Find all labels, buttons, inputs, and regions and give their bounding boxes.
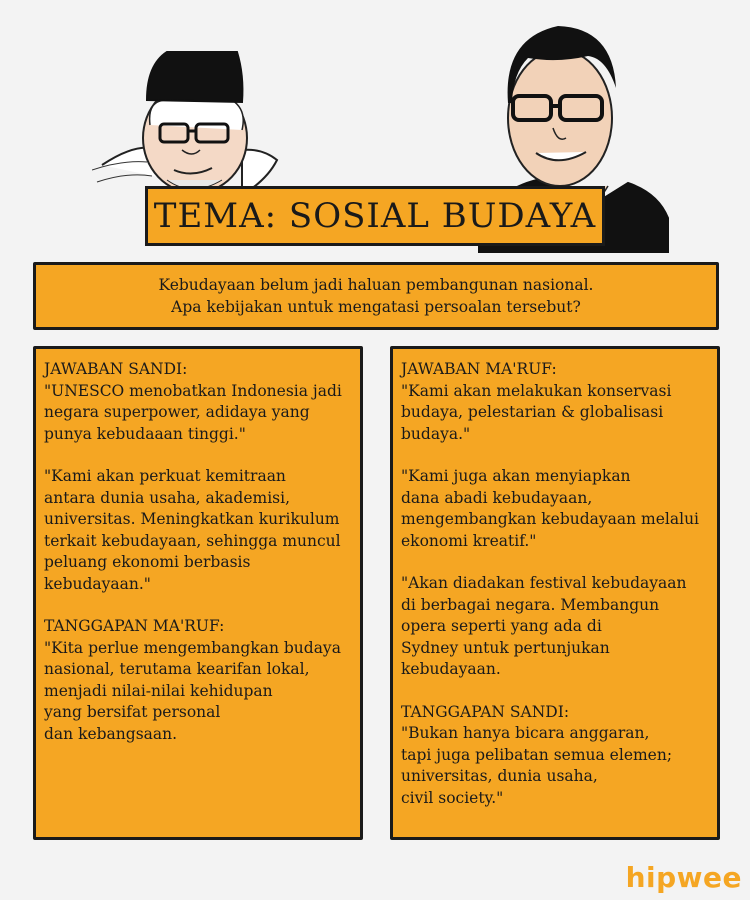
question-box <box>33 262 719 330</box>
heading-jawaban-sandi: JAWABAN SANDI: <box>44 360 188 378</box>
text-line: budaya, pelestarian & globalisasi <box>401 403 664 421</box>
text-line: "Kami akan melakukan konservasi <box>401 381 672 400</box>
text-line: punya kebudaaan tinggi." <box>44 424 246 443</box>
text-line: kebudayaan." <box>44 574 151 593</box>
answer-column-right <box>390 346 720 840</box>
text-line: civil society." <box>401 788 504 807</box>
topic-title: TEMA: SOSIAL BUDAYA <box>145 186 605 246</box>
text-line: nasional, terutama kearifan lokal, <box>44 660 310 678</box>
paragraph <box>44 638 354 746</box>
heading-tanggapan-maruf: TANGGAPAN MA'RUF: <box>44 617 225 635</box>
text-line: "UNESCO menobatkan Indonesia jadi <box>44 381 342 400</box>
text-line: dan kebangsaan. <box>44 724 178 743</box>
text-line: universitas, dunia usaha, <box>401 767 598 785</box>
question-line-1: Kebudayaan belum jadi haluan pembangunan nasional. <box>158 276 594 294</box>
text-line: dana abadi kebudayaan, <box>401 488 593 507</box>
text-line: universitas. Meningkatkan kurikulum <box>44 510 340 528</box>
text-line: "Kita perlue mengembangkan budaya <box>44 638 341 657</box>
text-line: "Kami akan perkuat kemitraan <box>44 467 286 485</box>
text-line: yang bersifat personal <box>44 703 221 721</box>
heading-tanggapan-sandi: TANGGAPAN SANDI: <box>401 702 570 721</box>
text-line: ekonomi kreatif." <box>401 531 537 550</box>
question-line-2: Apa kebijakan untuk mengatasi persoalan tersebut? <box>171 298 581 316</box>
text-line: di berbagai negara. Membangun <box>401 595 660 614</box>
portrait-illustration-left <box>92 30 282 200</box>
text-line: terkait kebudayaan, sehingga muncul <box>44 531 341 550</box>
paragraph <box>44 381 354 446</box>
text-line: antara dunia usaha, akademisi, <box>44 488 291 507</box>
text-line: peluang ekonomi berbasis <box>44 553 251 571</box>
paragraph <box>44 466 354 595</box>
brand-logo: hipwee <box>625 861 742 894</box>
paragraph <box>401 381 711 446</box>
text-line: tapi juga pelibatan semua elemen; <box>401 745 673 764</box>
text-line: Sydney untuk pertunjukan <box>401 638 610 657</box>
text-line: mengembangkan kebudayaan melalui <box>401 510 700 528</box>
text-line: negara superpower, adidaya yang <box>44 403 310 421</box>
text-line: opera seperti yang ada di <box>401 617 602 635</box>
text-line: "Kami juga akan menyiapkan <box>401 467 631 485</box>
text-line: budaya." <box>401 424 471 443</box>
paragraph <box>401 573 711 681</box>
heading-jawaban-maruf: JAWABAN MA'RUF: <box>401 360 557 378</box>
text-line: menjadi nilai-nilai kehidupan <box>44 681 273 700</box>
paragraph <box>401 723 711 809</box>
paragraph <box>401 466 711 552</box>
answer-column-left <box>33 346 363 840</box>
text-line: "Akan diadakan festival kebudayaan <box>401 574 687 592</box>
text-line: kebudayaan. <box>401 660 501 678</box>
text-line: "Bukan hanya bicara anggaran, <box>401 724 650 742</box>
